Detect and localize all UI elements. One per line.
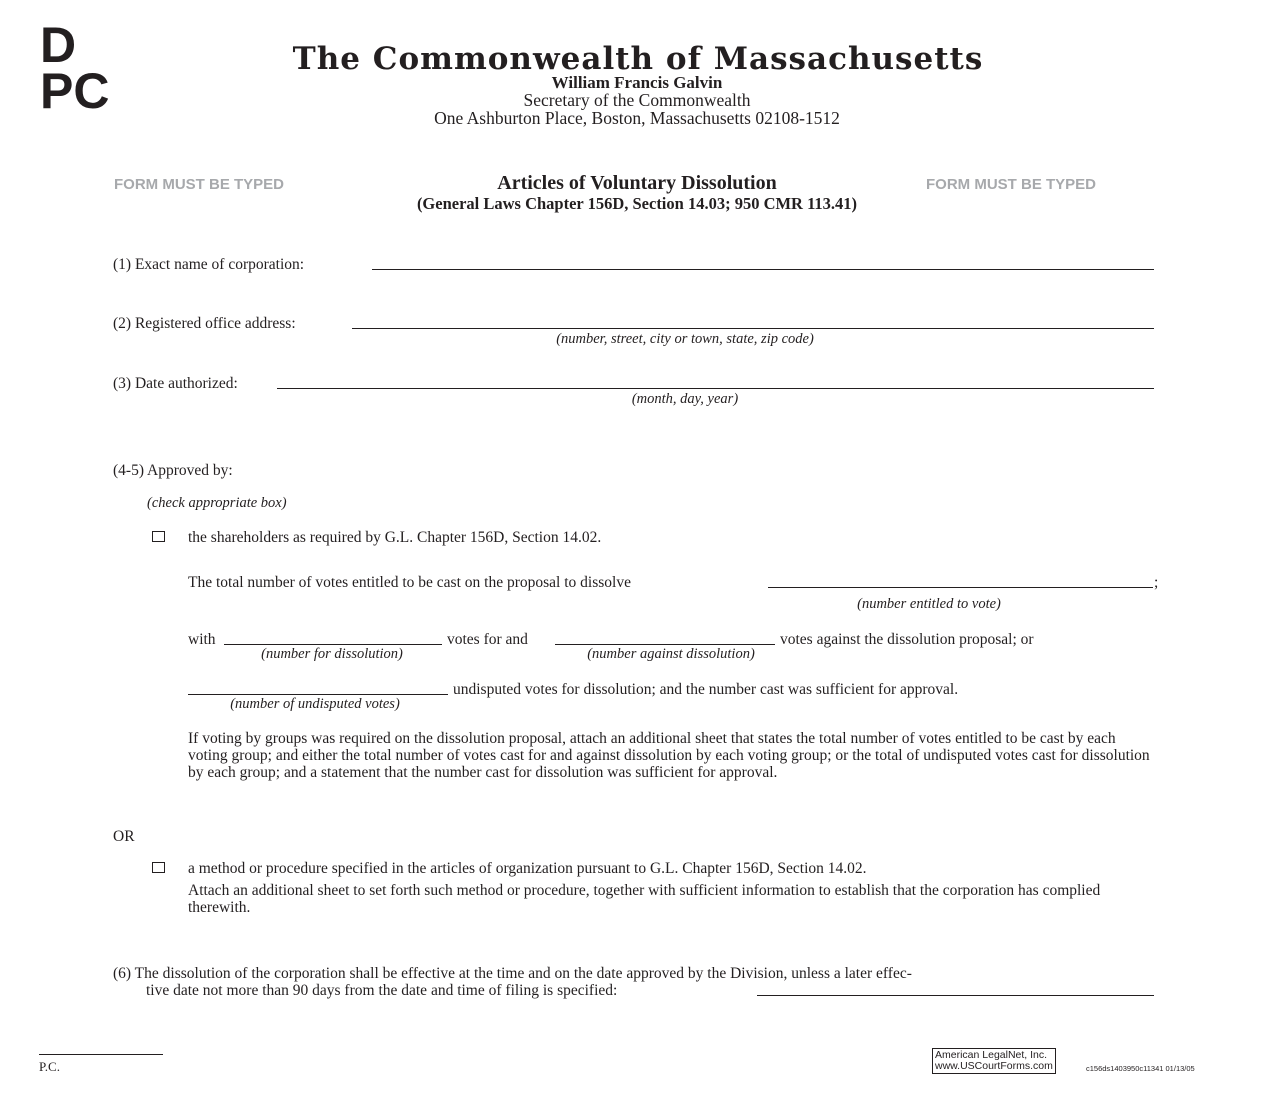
dpc-logo (40, 17, 110, 119)
corp-name-field[interactable] (372, 269, 1154, 270)
date-authorized-label: (3) Date authorized: (113, 375, 238, 392)
total-votes-field[interactable] (768, 587, 1153, 588)
form-subtitle: (General Laws Chapter 156D, Section 14.03; 950 CMR 113.41) (416, 194, 858, 213)
votes-against-field[interactable] (555, 644, 775, 645)
typed-notice-left: FORM MUST BE TYPED (114, 176, 285, 193)
method-procedure-option: a method or procedure specified in the articles of organization pursuant to G.L. Chapter 156D, Section 14.02. (188, 860, 867, 877)
effective-date-field[interactable] (757, 995, 1154, 996)
votes-against-hint: (number against dissolution) (587, 646, 755, 662)
approved-by-label: (4-5) Approved by: (113, 462, 233, 479)
form-title: Articles of Voluntary Dissolution (497, 172, 777, 194)
vendor-name: American LegalNet, Inc. (935, 1049, 1048, 1061)
secretary-office: Secretary of the Commonwealth (523, 90, 751, 110)
votes-for-field[interactable] (224, 644, 442, 645)
check-instruction: (check appropriate box) (147, 495, 287, 511)
vendor-url[interactable]: www.USCourtForms.com (935, 1060, 1053, 1072)
secretary-name: William Francis Galvin (551, 73, 723, 92)
shareholders-checkbox[interactable] (152, 531, 165, 542)
office-address-field[interactable] (352, 328, 1154, 329)
with-label: with (188, 631, 216, 648)
semicolon: ; (1154, 574, 1159, 591)
pc-signature-line (39, 1054, 163, 1055)
logo-pc: PC (40, 63, 110, 119)
method-procedure-paragraph: Attach an additional sheet to set forth such method or procedure, together with sufficient information to establish that the corporation has complied therewith. (188, 882, 1101, 916)
shareholders-option: the shareholders as required by G.L. Chapter 156D, Section 14.02. (188, 529, 602, 546)
or-label: OR (113, 828, 135, 845)
office-address-hint: (number, street, city or town, state, zip code) (556, 331, 814, 347)
effective-date-line1: (6) The dissolution of the corporation shall be effective at the time and on the date approved by the Division, unless a later effec- (113, 965, 912, 982)
form-code: c156ds1403950c11341 01/13/05 (1086, 1064, 1195, 1073)
pc-label: P.C. (39, 1059, 60, 1074)
logo-d: D (40, 17, 77, 73)
vendor-box (932, 1048, 1056, 1074)
total-votes-label: The total number of votes entitled to be cast on the proposal to dissolve (188, 574, 631, 591)
commonwealth-title: The Commonwealth of Massachusetts (292, 41, 984, 77)
voting-groups-paragraph: If voting by groups was required on the dissolution proposal, attach an additional sheet that states the total number of votes entitled to be cast by each voting group; and either the total number of votes cast for and against dissolution by each voting group; or the total of undisputed votes cast for dissolution by each group; and a statement that the number cast for dissolution was sufficient for approval. (188, 730, 1150, 781)
office-address: One Ashburton Place, Boston, Massachusetts 02108-1512 (434, 108, 840, 128)
effective-date-line2: tive date not more than 90 days from the date and time of filing is specified: (146, 982, 618, 999)
votes-for-hint: (number for dissolution) (261, 646, 403, 662)
undisputed-votes-hint: (number of undisputed votes) (230, 696, 400, 712)
undisputed-votes-label: undisputed votes for dissolution; and the number cast was sufficient for approval. (453, 681, 959, 698)
undisputed-votes-field[interactable] (188, 694, 448, 695)
method-procedure-checkbox[interactable] (152, 862, 165, 873)
typed-notice-right: FORM MUST BE TYPED (926, 176, 1097, 193)
date-authorized-field[interactable] (277, 388, 1154, 389)
votes-for-label: votes for and (447, 631, 528, 648)
total-votes-hint: (number entitled to vote) (857, 596, 1001, 612)
corp-name-label: (1) Exact name of corporation: (113, 256, 305, 273)
votes-against-label: votes against the dissolution proposal; or (780, 631, 1034, 648)
date-authorized-hint: (month, day, year) (631, 391, 739, 407)
office-address-label: (2) Registered office address: (113, 315, 296, 332)
